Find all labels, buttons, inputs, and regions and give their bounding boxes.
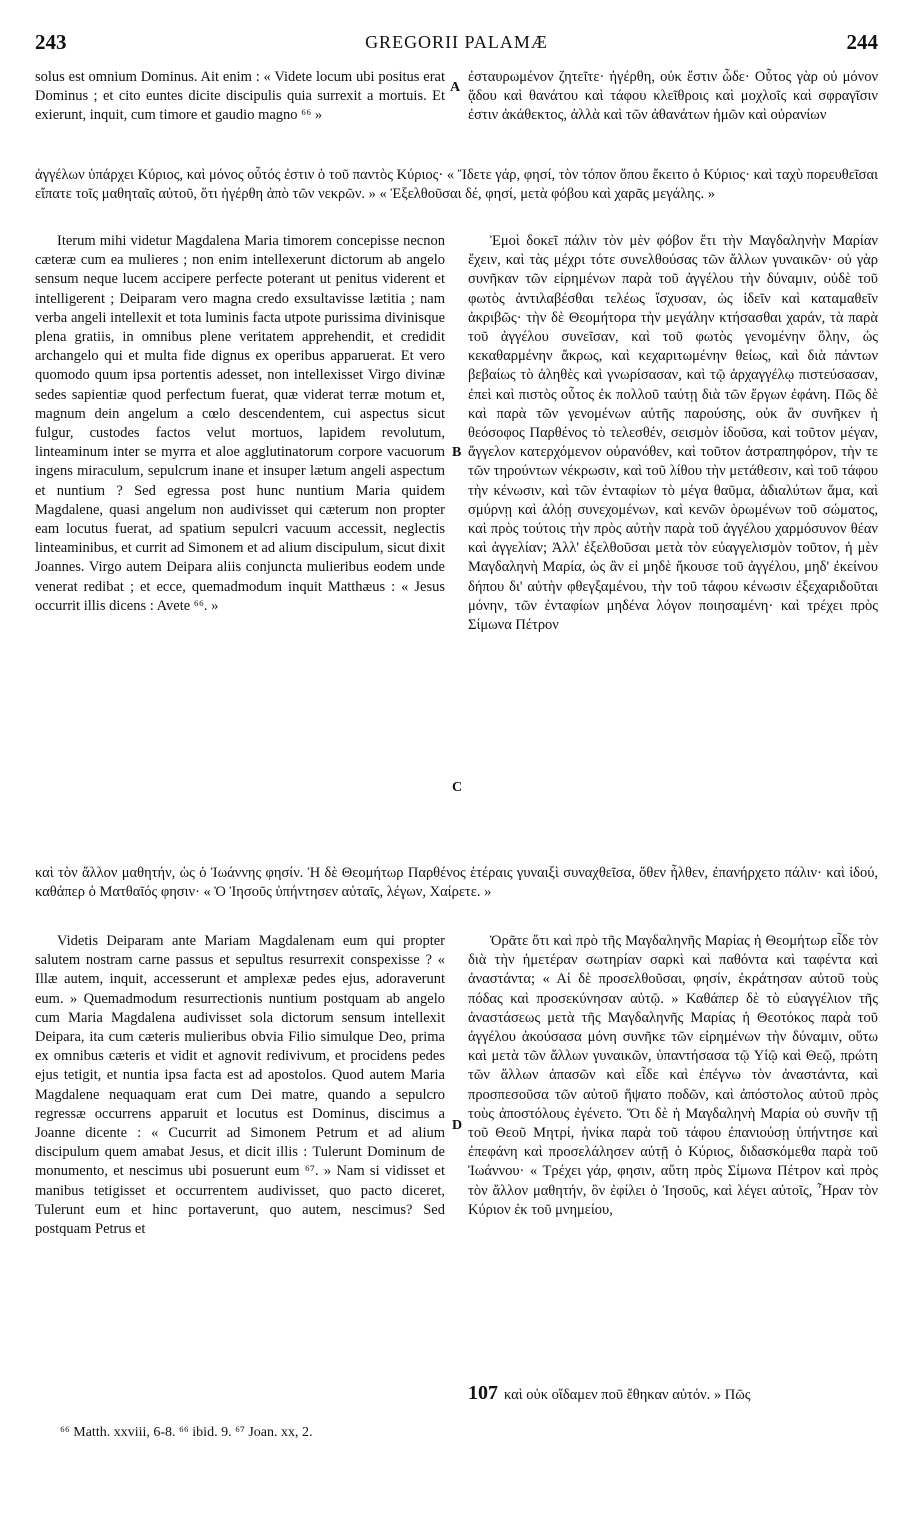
greek-section-2 [468,232,878,862]
signature-mark: 107 [468,1382,498,1404]
latin-section-2-text: Iterum mihi videtur Magdalena Maria timorem concepisse necnon cæteræ cum ea mulieres ; non enim intellexerunt dictorum ab angelo sensum neque lucem accipere perfecte poterant ut penitus viderent et intelligerent ; Deiparam vero magna credo exsultavisse lætitia ; nam verba angeli intellexit et tota luminis facta utpote purissima divinisque plena gratiis, in omnibus plene veritatem apprehendit, et credidit archangelo qui et multa fide dignus ex operibus apparuerat. Et vero quomodo quum ipsa portentis adesset, non intellexisset Virgo divinæ sedes sapientiæ quod perfectum fuerat, quæ viderat terræ motum et, magnum dein angelum a cœlo descendentem, cui aspectus sicut fulgur, custodes factos velut mortuos, lapidem revolutum, linteaminum inter se myrra et aloe agglutinatorum corpore vacuorum ingens miraculum, sepulcrum inane et insuper lætum angeli aspectum et nuntium ? Sed egressa post hunc nuntium Maria quidem Magdalene, quasi angelum non audivisset qui cæterum non propter eam locutus fuerat, ad spatium sepulcri vacuum accessit, neglectis linteaminibus, et currit ad Simonem et ad alium discipulum, sicut dixit Joannes. Virgo autem Deipara aliis conjuncta mulieribus eodem unde venerat redibat ; et ecce, quemadmodum inquit Matthæus : « Jesus occurrit illis dicens : Avete ⁶⁶. » [35,233,445,614]
greek-section-1: ἐσταυρωμένον ζητεῖτε· ἠγέρθη, οὐκ ἔστιν ὧδε· Οὗτος γὰρ οὐ μόνον ᾅδου καὶ θανάτου καὶ τάφου κλεῖθροις καὶ μοχλοῖς καὶ σφραγῖσιν ἐστιν ἀκάθεκτος, ἀλλὰ καὶ τῶν ἀθανάτων ἡμῶν καὶ οὐρανίων [468,69,878,124]
latin-section-3 [35,932,445,1412]
latin-section-3-text: Videtis Deiparam ante Mariam Magdalenam eum qui propter salutem nostram carne passus et sepultus resurrexit conspexisse ? « Illæ autem, inquit, accesserunt et amplexæ pedes ejus, adoraverunt eum. » Quemadmodum resurrectionis nuntium postquam ab angelo cum Maria Magdalena audivisset sola dictorum sensum intellexit Deipara, ita cum cæteris mulieribus obvia Filio simulque Deo, prima ex omnibus cæteris et vidit et agnovit redivivum, et procidens pedes ejus tetigit, et nuntia ipsa facta est ad apostolos. Quod autem Maria Magdalene nequaquam erat cum Dei matre, quando a sepulcro regressæ occurrens apparuit et locutus est Dominus, discimus a Joanne dicente : « Cucurrit ad Simonem Petrum et ad alium discipulum quem amabat Jesus, et dicit illis : Tulerunt Dominum de monumento, et nescimus ubi posuerunt eum ⁶⁷. » Nam si vidisset et manibus tetigisset et occurrentem audivisset, quo pacto diceret, Tulerunt eum et hinc portaverunt, quo autem, nescimus? Sed postquam Petrus et [35,933,445,1238]
greek-wide-2: καὶ τὸν ἄλλον μαθητήν, ὡς ὁ Ἰωάννης φησίν. Ἡ δὲ Θεομήτωρ Παρθένος ἑτέραις γυναιξὶ συναχθεῖσα, ὅθεν ἦλθεν, ἐπανήρχετο πάλιν· καὶ ἰδού, καθάπερ ὁ Ματθαῖός φησιν· « Ὁ Ἰησοῦς ὑπήντησεν αὐταῖς, λέγων, Χαίρετε. » [35,865,878,901]
greek-wide-1: ἀγγέλων ὑπάρχει Κύριος, καὶ μόνος οὗτός ἐστιν ὁ τοῦ παντὸς Κύριος· « Ἴδετε γάρ, φησί, τὸν τόπον ὅπου ἔκειτο ὁ Κύριος· καὶ ταχὺ πορευθεῖσαι εἴπατε τοῖς μαθηταῖς αὐτοῦ, ὅτι ἠγέρθη ἀπὸ τῶν νεκρῶν. » « Ἐξελθοῦσαι δέ, φησί, μετὰ φόβου καὶ χαρᾶς μεγάλης. » [35,167,878,203]
greek-section-2-text: Ἐμοὶ δοκεῖ πάλιν τὸν μὲν φόβον ἔτι τὴν Μαγδαληνὴν Μαρίαν ἔχειν, καὶ τὰς μέχρι τότε συνελθούσας τῶν ἄλλων γυναικῶν· οὐ γὰρ συνῆκαν τῶν εἰρημένων παρὰ τοῦ ἀγγέλου τὴν δύναμιν, οὐδὲ τοῦ φωτὸς ἀντιλαβέσθαι τελέως ἴσχυσαν, ὡς ἰδεῖν καὶ καταμαθεῖν ἀκριβῶς· τὴν δὲ Θεομήτορα τὴν μεγάλην κτήσασθαι χαράν, τὰ παρὰ τοῦ ἀγγέλου συνεῖσαν, καὶ τοῦ φωτὸς γενομένην ὅλην, ὡς κεκαθαρμένην ἄκρως, καὶ κεχαριτωμένην θείως, καὶ διὰ πάντων βεβαίως τὸ ἀληθὲς καὶ γνωρίσασαν, καὶ τῷ ἀρχαγγέλῳ πιστεύσασαν, ἐπεὶ καὶ πιστὸς οὗτος ἐκ πολλοῦ ταύτῃ διὰ τῶν ἔργων ἐφάνη. Πῶς δὲ καὶ παρὰ τῶν γενομένων αὐτῆς παρούσης, οὐκ ἂν συνῆκεν ἡ θεόσοφος Παρθένος τὸ τελεσθέν, σεισμὸν ἰδοῦσα, καὶ τοῦτον μέγαν, ἄγγελον κατερχόμενον οὐρανόθεν, καὶ τοῦτον ἀστραπηφόρον, τὴν τε τῶν τηρούντων νέκρωσιν, καὶ τοῦ λίθου τὴν μετάθεσιν, καὶ τοῦ τάφου τὴν κένωσιν, καὶ τῶν ἐνταφίων τὸ μέγα θαῦμα, ἀδιαλύτων ἅμα, καὶ σμύρνῃ καὶ ἀλόῃ συνεχομένων, καὶ κενῶν ὁρωμένων τοῦ σώματος, καὶ πρὸς τούτοις τὴν πρὸς αὐτὴν παρὰ τοῦ ἀγγέλου χαρμόσυνον θέαν καὶ ἀγγελίαν; Ἀλλ' ἐξελθοῦσαι μετὰ τὸν εὐαγγελισμὸν τοῦτον, ἡ μὲν Μαγδαληνὴ Μαρία, ὡς ἂν εἰ μηδὲ ἤκουσε τοῦ ἀγγέλου, μηδ' ἐκείνου δήπου δι' αὐτὴν φθεγξαμένου, τὴν τοῦ τάφου κένωσιν ἐξεχαριδοῦται μόνην, τῶν ἐνταφίων μηδένα λόγον ποιησαμένη· καὶ τρέχει πρὸς Σίμωνα Πέτρον [468,233,878,634]
margin-letter-a: A [450,80,461,95]
greek-section-3-end: καὶ οὐκ οἴδαμεν ποῦ ἔθηκαν αὐτόν. » Πῶς [504,1387,751,1403]
greek-section-3-text: Ὁρᾶτε ὅτι καὶ πρὸ τῆς Μαγδαληνῆς Μαρίας ἡ Θεομήτωρ εἶδε τὸν διὰ τὴν ἡμετέραν σωτηρίαν σαρκὶ καὶ παθόντα καὶ ταφέντα καὶ ἀναστάντα; « Αἱ δὲ προσελθοῦσαι, φησίν, ἐκράτησαν αὐτοῦ τοὺς πόδας καὶ προσεκύνησαν αὐτῷ. » Καθάπερ δὲ τὸ εὐαγγέλιον τῆς ἀναστάσεως μετὰ τῆς Μαγδαληνῆς Μαρίας ἡ Θεοτόκος παρὰ τοῦ ἀγγέλου ἀκούσασα μόνη συνῆκε τῶν εἰρημένων τὴν δύναμιν, οὕτω καὶ μετὰ τῶν ἄλλων γυναικῶν, ὑπαντήσασα τῷ Υἱῷ καὶ Θεῷ, πρώτη τῶν ἄλλων ἁπασῶν καὶ εἶδε καὶ ἐπέγνω τὸν ἀναστάντα, καὶ προσπεσοῦσα τῶν αὐτοῦ ἥψατο ποδῶν, καὶ ἀπόστολος αὐτοῦ πρὸς τοὺς ἀποστόλους ἐγένετο. Ὅτι δὲ ἡ Μαγδαληνὴ Μαρία οὐ συνῆν τῇ τοῦ Θεοῦ Μητρί, ἡνίκα παρὰ τοῦ τάφου ἐπανιούσῃ ὑπήντησε καὶ ἐπεφάνη καὶ προσελάλησεν αὐτῇ ὁ Κύριος, διδασκόμεθα παρὰ τοῦ Ἰωάννου· « Τρέχει γάρ, φησιν, αὕτη πρὸς Σίμωνα Πέτρον καὶ πρὸς τὸν ἄλλον μαθητήν, ὃν ἐφίλει ὁ Ἰησοῦς, καὶ λέγει αὐτοῖς, Ἦραν τὸν Κύριον ἐκ τοῦ μνημείου, [468,933,878,1218]
footnotes: ⁶⁶ Matth. xxviii, 6-8. ⁶⁶ ibid. 9. ⁶⁷ Joan. xx, 2. [60,1425,313,1440]
left-page-number: 243 [35,30,67,54]
right-page-number: 244 [846,30,878,54]
greek-section-3 [468,932,878,1382]
margin-letter-d: D [452,1118,463,1133]
running-title: GREGORII PALAMÆ [365,32,548,52]
margin-letter-b: B [452,445,462,460]
margin-letter-c: C [452,780,463,795]
latin-section-1: solus est omnium Dominus. Ait enim : « Videte locum ubi positus erat Dominus ; et cito euntes dicite discipulis quia surrexit a mortuis. Et exierunt, inquit, cum timore et gaudio magno ⁶⁶ » [35,69,445,124]
latin-section-2 [35,232,445,862]
greek-section-3-last-line [468,1384,878,1405]
